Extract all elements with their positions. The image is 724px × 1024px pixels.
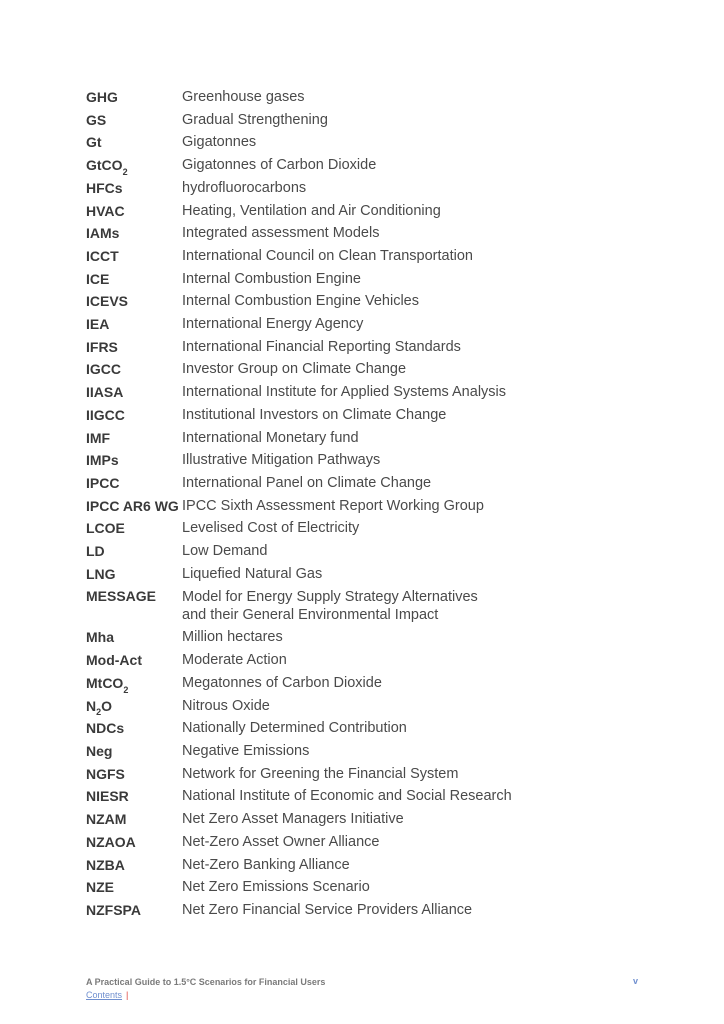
glossary-abbreviation: ICE bbox=[86, 270, 110, 287]
glossary-definition: International Financial Reporting Standards bbox=[182, 338, 461, 355]
glossary-row bbox=[86, 268, 646, 291]
glossary-row bbox=[86, 290, 646, 313]
glossary-row bbox=[86, 131, 646, 154]
glossary-row bbox=[86, 177, 646, 200]
glossary-row bbox=[86, 245, 646, 268]
glossary-abbreviation: LNG bbox=[86, 565, 116, 582]
glossary-row bbox=[86, 222, 646, 245]
glossary-row bbox=[86, 540, 646, 563]
glossary-definition: Net-Zero Banking Alliance bbox=[182, 856, 350, 873]
glossary-abbreviation: MtCO$_2$ bbox=[86, 674, 129, 695]
glossary-row bbox=[86, 854, 646, 877]
document-title: A Practical Guide to 1.5°C Scenarios for Financial Users bbox=[86, 977, 326, 987]
glossary-row bbox=[86, 695, 646, 718]
glossary-row bbox=[86, 472, 646, 495]
glossary-abbreviation: GHG bbox=[86, 89, 118, 105]
glossary-row bbox=[86, 585, 646, 624]
glossary-abbreviation: IMF bbox=[86, 429, 111, 446]
glossary-definition: Net Zero Asset Managers Initiative bbox=[182, 811, 404, 828]
glossary-row bbox=[86, 626, 646, 649]
glossary-definition: Liquefied Natural Gas bbox=[182, 565, 323, 582]
glossary-definition: Network for Greening the Financial System bbox=[182, 765, 459, 782]
glossary-abbreviation: NIESR bbox=[86, 788, 129, 805]
glossary-row bbox=[86, 808, 646, 831]
glossary-row bbox=[86, 563, 646, 586]
page-number: v bbox=[632, 976, 638, 986]
glossary-row bbox=[86, 358, 646, 381]
page-footer bbox=[86, 976, 638, 1001]
glossary-abbreviation: LCOE bbox=[86, 520, 125, 537]
glossary-row bbox=[86, 517, 646, 540]
glossary-definition: Negative Emissions bbox=[182, 742, 310, 759]
footer-separator: | bbox=[126, 990, 129, 1000]
glossary-definition: International Council on Clean Transportation bbox=[182, 247, 473, 264]
glossary-abbreviation: IEA bbox=[86, 316, 110, 333]
glossary-definition: Integrated assessment Models bbox=[182, 225, 380, 242]
glossary-abbreviation: GtCO$_2$ bbox=[86, 157, 128, 177]
glossary-definition: Investor Group on Climate Change bbox=[182, 361, 407, 378]
glossary-row bbox=[86, 449, 646, 472]
glossary-definition: International Institute for Applied Systems Analysis bbox=[182, 384, 507, 401]
glossary-abbreviation: $N_2O$ bbox=[86, 697, 113, 718]
glossary-definition: Internal Combustion Engine Vehicles bbox=[182, 293, 419, 310]
glossary-abbreviation: IFRS bbox=[86, 338, 118, 355]
glossary-row bbox=[86, 404, 646, 427]
glossary-definition-line: Model for Energy Supply Strategy Alternatives bbox=[182, 589, 478, 606]
footer-nav bbox=[86, 989, 638, 1001]
glossary-row bbox=[86, 899, 646, 922]
glossary-abbreviation: Neg bbox=[86, 742, 113, 759]
glossary-row bbox=[86, 876, 646, 899]
glossary-abbreviation: IMPs bbox=[86, 452, 119, 469]
glossary-row bbox=[86, 109, 646, 132]
glossary-abbreviation: ICCT bbox=[86, 247, 119, 264]
glossary-row bbox=[86, 495, 646, 518]
glossary-row bbox=[86, 717, 646, 740]
glossary-definition: IPCC Sixth Assessment Report Working Group bbox=[182, 497, 484, 514]
glossary-abbreviation: HFCs bbox=[86, 179, 123, 196]
glossary-definition: International Panel on Climate Change bbox=[182, 474, 432, 491]
glossary-abbreviation: IGCC bbox=[86, 361, 121, 378]
glossary-abbreviation: MESSAGE bbox=[86, 588, 157, 605]
glossary-abbreviation: IIASA bbox=[86, 384, 124, 401]
glossary-definition: Institutional Investors on Climate Change bbox=[182, 406, 447, 423]
glossary-abbreviation: NZFSPA bbox=[86, 901, 141, 918]
glossary-definition: Low Demand bbox=[182, 543, 268, 560]
glossary-definition: Illustrative Mitigation Pathways bbox=[182, 452, 381, 469]
glossary-definition: Gigatonnes of Carbon Dioxide bbox=[182, 157, 377, 174]
glossary-row bbox=[86, 785, 646, 808]
glossary-definition: International Energy Agency bbox=[182, 316, 364, 333]
glossary-definition: Greenhouse gases bbox=[182, 89, 305, 105]
glossary-abbreviation: ICEVS bbox=[86, 293, 129, 310]
glossary-abbreviation: IPCC bbox=[86, 474, 120, 491]
glossary-definition: Levelised Cost of Electricity bbox=[182, 520, 360, 537]
glossary-row bbox=[86, 672, 646, 695]
glossary-row bbox=[86, 831, 646, 854]
glossary-definition: Gigatonnes bbox=[182, 134, 257, 151]
glossary-definition: Nitrous Oxide bbox=[182, 697, 270, 714]
glossary-abbreviation: Mod-Act bbox=[86, 652, 142, 669]
glossary-abbreviation: IIGCC bbox=[86, 406, 125, 423]
glossary-definition: Internal Combustion Engine bbox=[182, 270, 361, 287]
glossary-abbreviation: NZE bbox=[86, 879, 114, 896]
glossary-row bbox=[86, 336, 646, 359]
glossary-definition: National Institute of Economic and Social Research bbox=[182, 788, 512, 805]
glossary-definition: Net Zero Financial Service Providers Alliance bbox=[182, 901, 473, 918]
glossary-abbreviation: IPCC AR6 WG bbox=[86, 497, 179, 514]
glossary-definition: Megatonnes of Carbon Dioxide bbox=[182, 674, 382, 691]
glossary-abbreviation: NZAOA bbox=[86, 833, 136, 850]
glossary-definition: Net Zero Emissions Scenario bbox=[182, 879, 370, 896]
glossary-definition: Net-Zero Asset Owner Alliance bbox=[182, 833, 380, 850]
glossary-row bbox=[86, 427, 646, 450]
glossary-row bbox=[86, 200, 646, 223]
glossary-definition: Gradual Strengthening bbox=[182, 111, 328, 128]
glossary-abbreviation: NGFS bbox=[86, 765, 125, 782]
glossary-row bbox=[86, 154, 646, 177]
glossary-definition: Heating, Ventilation and Air Conditioning bbox=[182, 202, 441, 219]
glossary-definition: International Monetary fund bbox=[182, 429, 359, 446]
glossary-definition bbox=[182, 585, 646, 624]
glossary-abbreviation: LD bbox=[86, 543, 105, 560]
glossary-row bbox=[86, 740, 646, 763]
glossary-abbreviation: NZBA bbox=[86, 856, 125, 873]
contents-link[interactable]: Contents bbox=[86, 990, 123, 1000]
glossary-abbreviation: GS bbox=[86, 111, 107, 128]
glossary-abbreviation: NZAM bbox=[86, 811, 127, 828]
glossary-abbreviation: IAMs bbox=[86, 225, 120, 242]
glossary-definition: Nationally Determined Contribution bbox=[182, 720, 407, 737]
glossary-definition: Moderate Action bbox=[182, 652, 287, 669]
glossary-abbreviation: HVAC bbox=[86, 202, 125, 219]
glossary-row bbox=[86, 763, 646, 786]
glossary-row bbox=[86, 381, 646, 404]
glossary-list bbox=[86, 86, 646, 922]
glossary-abbreviation: Gt bbox=[86, 134, 102, 151]
glossary-row bbox=[86, 313, 646, 336]
glossary-abbreviation: Mha bbox=[86, 629, 114, 646]
glossary-abbreviation: NDCs bbox=[86, 720, 125, 737]
glossary-row bbox=[86, 86, 646, 109]
glossary-definition: Million hectares bbox=[182, 629, 283, 646]
glossary-definition: hydrofluorocarbons bbox=[182, 179, 307, 196]
glossary-row bbox=[86, 649, 646, 672]
glossary-definition-line: and their General Environmental Impact bbox=[182, 607, 439, 624]
